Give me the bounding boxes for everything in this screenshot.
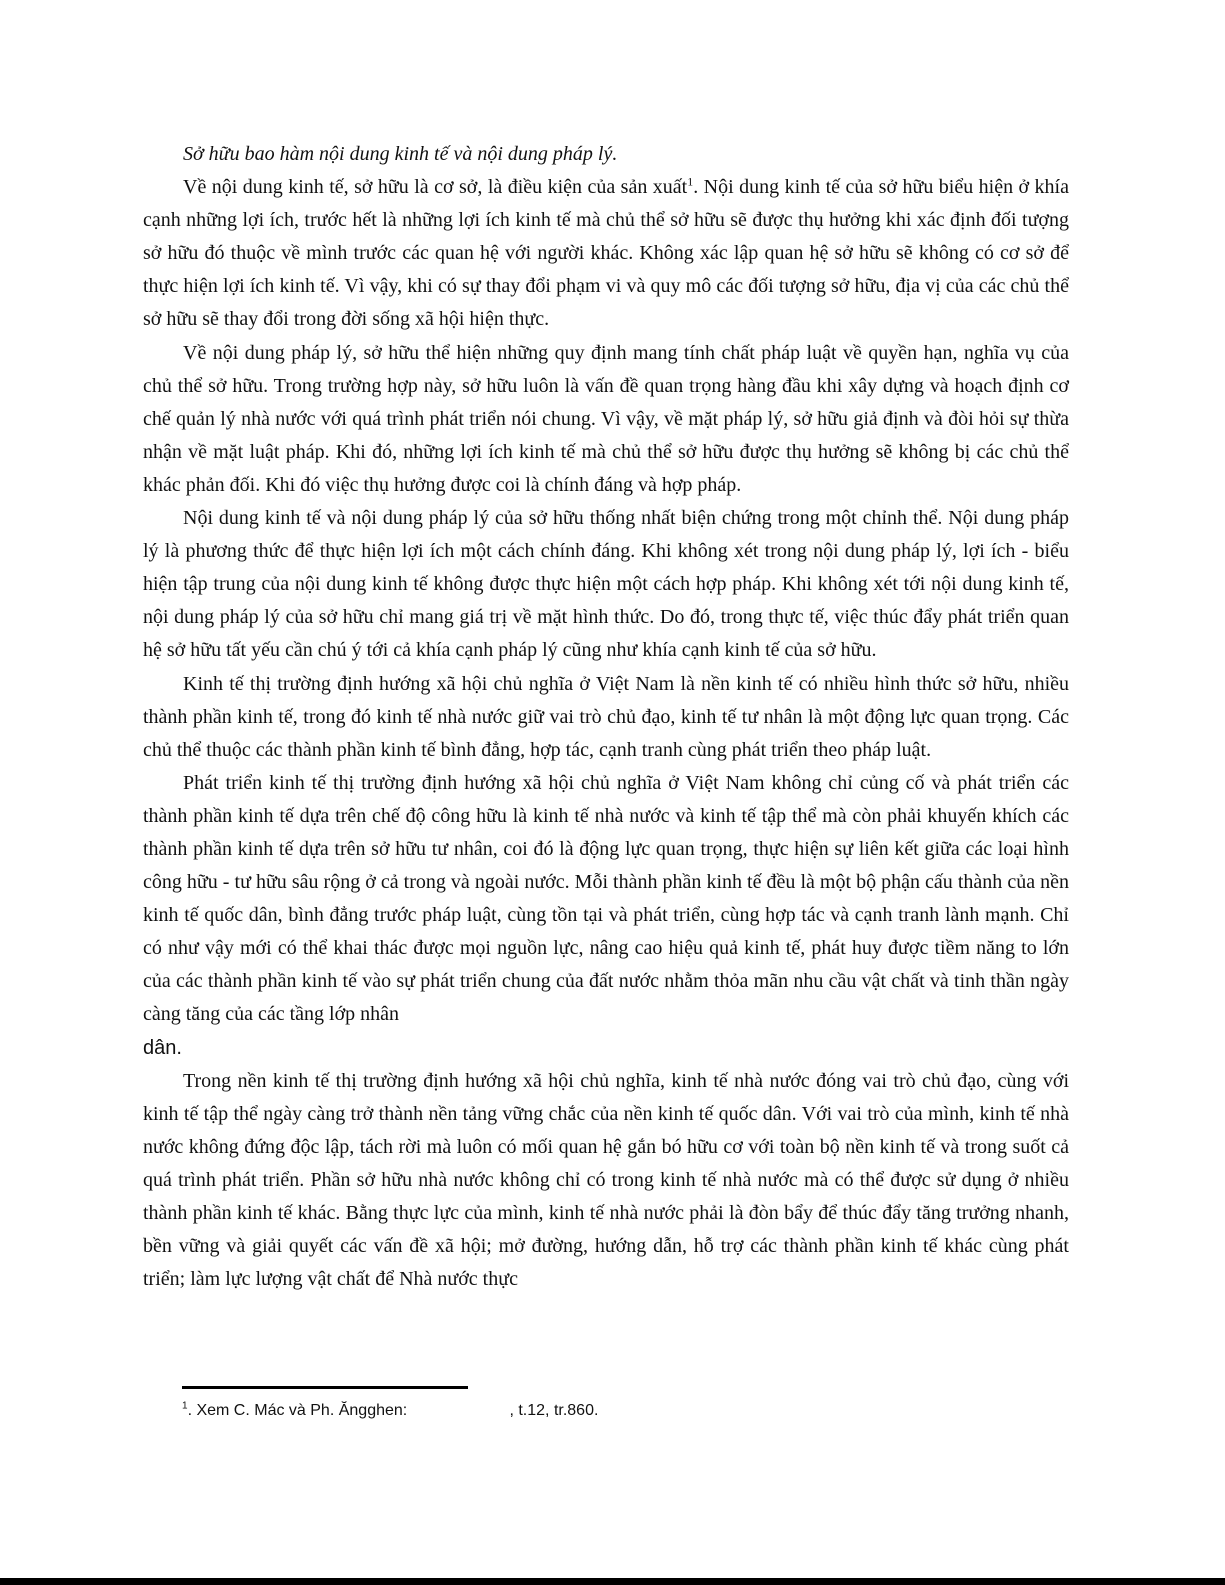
page-bottom-border: [0, 1578, 1225, 1585]
paragraph-economic-content-start: Về nội dung kinh tế, sở hữu là cơ sở, là điều kiện của sản xuất: [183, 176, 688, 199]
paragraph-development: [143, 767, 1069, 1065]
paragraph-legal-content: Về nội dung pháp lý, sở hữu thể hiện những quy định mang tính chất pháp luật về quyền hạn, nghĩa vụ của chủ thể sở hữu. Trong trường hợp này, sở hữu luôn là vấn đề quan trọng hàng đầu khi xây dựng và hoạch định cơ chế quản lý nhà nước với quá trình phát triển nói chung. Vì vậy, về mặt pháp lý, sở hữu giả định và đòi hỏi sự thừa nhận về mặt luật pháp. Khi đó, những lợi ích kinh tế mà chủ thể sở hữu được thụ hưởng sẽ không bị các chủ thể khác phản đối. Khi đó việc thụ hưởng được coi là chính đáng và hợp pháp.: [143, 341, 1069, 496]
footnote-reference[interactable]: 1: [687, 174, 694, 189]
footnote: [182, 1402, 598, 1420]
paragraph-state-economy: Trong nền kinh tế thị trường định hướng xã hội chủ nghĩa, kinh tế nhà nước đóng vai trò chủ đạo, cùng với kinh tế tập thể ngày càng trở thành nền tảng vững chắc của nền kinh tế quốc dân. Với vai trò của mình, kinh tế nhà nước không đứng độc lập, tách rời mà luôn có mối quan hệ gắn bó hữu cơ với toàn bộ nền kinh tế và trong suốt cả quá trình phát triển. Phần sở hữu nhà nước không chỉ có trong kinh tế nhà nước mà có thể được sử dụng ở nhiều thành phần kinh tế khác. Bằng thực lực của mình, kinh tế nhà nước phải là đòn bẩy để thúc đẩy tăng trưởng nhanh, bền vững và giải quyết các vấn đề xã hội; mở đường, hướng dẫn, hỗ trợ các thành phần kinh tế khác cùng phát triển; làm lực lượng vật chất để Nhà nước thực: [143, 1069, 1069, 1291]
paragraph-unity: Nội dung kinh tế và nội dung pháp lý của sở hữu thống nhất biện chứng trong một chỉnh thể. Nội dung pháp lý là phương thức để thực hiện lợi ích một cách chính đáng. Khi không xét trong nội dung pháp lý, lợi ích - biểu hiện tập trung của nội dung kinh tế không được thực hiện một cách hợp pháp. Khi không xét tới nội dung kinh tế, nội dung pháp lý của sở hữu chỉ mang giá trị về mặt hình thức. Do đó, trong thực tế, việc thúc đẩy phát triển quan hệ sở hữu tất yếu cần chú ý tới cả khía cạnh pháp lý cũng như khía cạnh kinh tế của sở hữu.: [143, 507, 1069, 662]
footnote-separator: [182, 1386, 468, 1389]
paragraph-development-text: Phát triển kinh tế thị trường định hướng xã hội chủ nghĩa ở Việt Nam không chỉ củng cố và phát triển các thành phần kinh tế dựa trên chế độ công hữu là kinh tế nhà nước và kinh tế tập thể mà còn phải khuyến khích các thành phần kinh tế dựa trên sở hữu tư nhân, coi đó là động lực quan trọng, thực hiện sự liên kết giữa các loại hình công hữu - tư hữu sâu rộng ở cả trong và ngoài nước. Mỗi thành phần kinh tế đều là một bộ phận cấu thành của nền kinh tế quốc dân, bình đẳng trước pháp luật, cùng tồn tại và phát triển, cùng hợp tác và cạnh tranh lành mạnh. Chỉ có như vậy mới có thể khai thác được mọi nguồn lực, nâng cao hiệu quả kinh tế, phát huy được tiềm năng to lớn của các thành phần kinh tế vào sự phát triển chung của đất nước nhằm thỏa mãn nhu cầu vật chất và tinh thần ngày càng tăng của các tầng lớp nhân: [143, 771, 1069, 1026]
paragraph-economic-content-rest: . Nội dung kinh tế của sở hữu biểu hiện ở khía cạnh những lợi ích, trước hết là những lợi ích kinh tế mà chủ thể sở hữu sẽ được thụ hưởng khi xác định đối tượng sở hữu đó thuộc về mình trước các quan hệ với người khác. Không xác lập quan hệ sở hữu sẽ không có cơ sở để thực hiện lợi ích kinh tế. Vì vậy, khi có sự thay đổi phạm vi và quy mô các đối tượng sở hữu, địa vị của các chủ thể sở hữu sẽ thay đổi trong đời sống xã hội hiện thực.: [143, 176, 1069, 331]
paragraph-intro: Sở hữu bao hàm nội dung kinh tế và nội dung pháp lý.: [183, 143, 618, 165]
paragraph-economic-content: [143, 171, 1069, 336]
footnote-marker: 1: [182, 1400, 188, 1412]
document-body: [143, 138, 1069, 1296]
paragraph-development-tail: dân.: [143, 1036, 182, 1059]
footnote-text: . Xem C. Mác và Ph. Ăngghen: , t.12, tr.860.: [187, 1402, 599, 1419]
paragraph-market-economy: Kinh tế thị trường định hướng xã hội chủ nghĩa ở Việt Nam là nền kinh tế có nhiều hình thức sở hữu, nhiều thành phần kinh tế, trong đó kinh tế nhà nước giữ vai trò chủ đạo, kinh tế tư nhân là một động lực quan trọng. Các chủ thể thuộc các thành phần kinh tế bình đẳng, hợp tác, cạnh tranh cùng phát triển theo pháp luật.: [143, 672, 1069, 761]
